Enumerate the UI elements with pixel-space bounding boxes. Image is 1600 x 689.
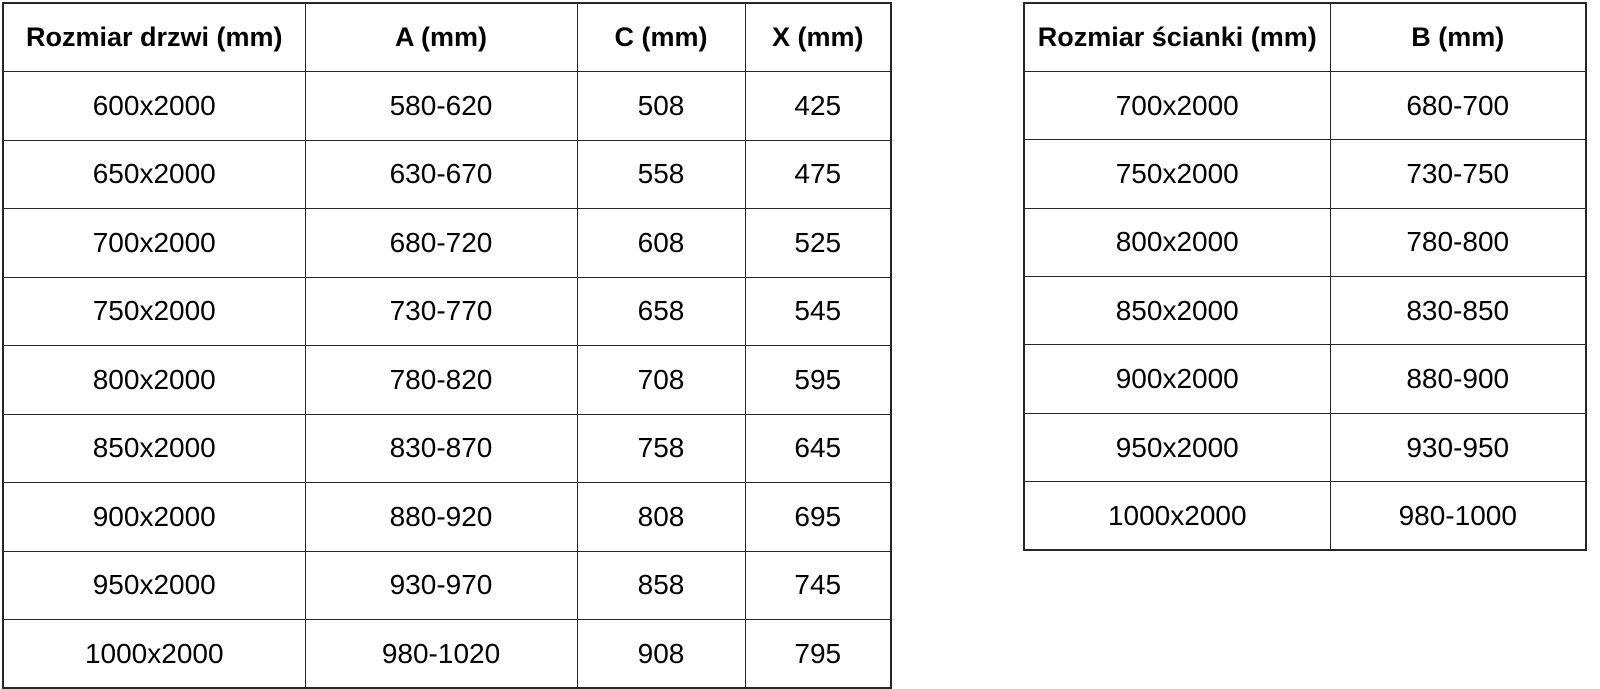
table-cell: 900x2000 xyxy=(1024,345,1330,413)
column-header: C (mm) xyxy=(577,3,745,72)
table-cell: 780-820 xyxy=(305,346,577,415)
table-row xyxy=(1024,140,1586,208)
table-cell: 708 xyxy=(577,346,745,415)
door-table-header-row xyxy=(3,3,891,72)
table-cell: 730-750 xyxy=(1330,140,1586,208)
table-cell: 880-900 xyxy=(1330,345,1586,413)
table-cell: 930-950 xyxy=(1330,413,1586,481)
table-cell: 900x2000 xyxy=(3,483,305,552)
table-row xyxy=(3,277,891,346)
column-header: B (mm) xyxy=(1330,3,1586,71)
table-cell: 950x2000 xyxy=(1024,413,1330,481)
table-cell: 558 xyxy=(577,140,745,209)
table-cell: 645 xyxy=(745,414,891,483)
table-cell: 850x2000 xyxy=(1024,277,1330,345)
table-cell: 930-970 xyxy=(305,551,577,620)
table-cell: 758 xyxy=(577,414,745,483)
table-cell: 950x2000 xyxy=(3,551,305,620)
wall-table-header-row xyxy=(1024,3,1586,71)
table-cell: 750x2000 xyxy=(1024,140,1330,208)
table-cell: 608 xyxy=(577,209,745,278)
table-row xyxy=(3,620,891,689)
column-header: X (mm) xyxy=(745,3,891,72)
door-size-table xyxy=(2,2,892,689)
table-cell: 745 xyxy=(745,551,891,620)
table-cell: 830-870 xyxy=(305,414,577,483)
table-cell: 695 xyxy=(745,483,891,552)
table-cell: 750x2000 xyxy=(3,277,305,346)
table-row xyxy=(3,551,891,620)
table-cell: 658 xyxy=(577,277,745,346)
table-cell: 980-1020 xyxy=(305,620,577,689)
table-cell: 800x2000 xyxy=(3,346,305,415)
table-row xyxy=(3,140,891,209)
table-cell: 425 xyxy=(745,72,891,141)
table-cell: 600x2000 xyxy=(3,72,305,141)
table-cell: 630-670 xyxy=(305,140,577,209)
table-cell: 700x2000 xyxy=(3,209,305,278)
table-cell: 795 xyxy=(745,620,891,689)
table-row xyxy=(3,414,891,483)
table-cell: 475 xyxy=(745,140,891,209)
table-cell: 545 xyxy=(745,277,891,346)
table-cell: 650x2000 xyxy=(3,140,305,209)
table-row xyxy=(1024,345,1586,413)
wall-size-table xyxy=(1023,2,1587,551)
table-cell: 1000x2000 xyxy=(1024,482,1330,550)
table-cell: 700x2000 xyxy=(1024,71,1330,139)
table-row xyxy=(1024,208,1586,276)
table-cell: 858 xyxy=(577,551,745,620)
table-cell: 508 xyxy=(577,72,745,141)
table-cell: 680-700 xyxy=(1330,71,1586,139)
table-cell: 850x2000 xyxy=(3,414,305,483)
table-row xyxy=(3,346,891,415)
table-cell: 830-850 xyxy=(1330,277,1586,345)
table-cell: 800x2000 xyxy=(1024,208,1330,276)
table-row xyxy=(1024,482,1586,550)
table-row xyxy=(1024,71,1586,139)
table-row xyxy=(3,72,891,141)
table-row xyxy=(3,483,891,552)
table-cell: 595 xyxy=(745,346,891,415)
column-header: Rozmiar ścianki (mm) xyxy=(1024,3,1330,71)
column-header: Rozmiar drzwi (mm) xyxy=(3,3,305,72)
table-row xyxy=(3,209,891,278)
table-cell: 580-620 xyxy=(305,72,577,141)
table-cell: 880-920 xyxy=(305,483,577,552)
table-cell: 980-1000 xyxy=(1330,482,1586,550)
table-cell: 1000x2000 xyxy=(3,620,305,689)
column-header: A (mm) xyxy=(305,3,577,72)
table-cell: 808 xyxy=(577,483,745,552)
table-row xyxy=(1024,277,1586,345)
table-cell: 730-770 xyxy=(305,277,577,346)
table-cell: 780-800 xyxy=(1330,208,1586,276)
table-row xyxy=(1024,413,1586,481)
table-cell: 908 xyxy=(577,620,745,689)
table-cell: 680-720 xyxy=(305,209,577,278)
table-cell: 525 xyxy=(745,209,891,278)
